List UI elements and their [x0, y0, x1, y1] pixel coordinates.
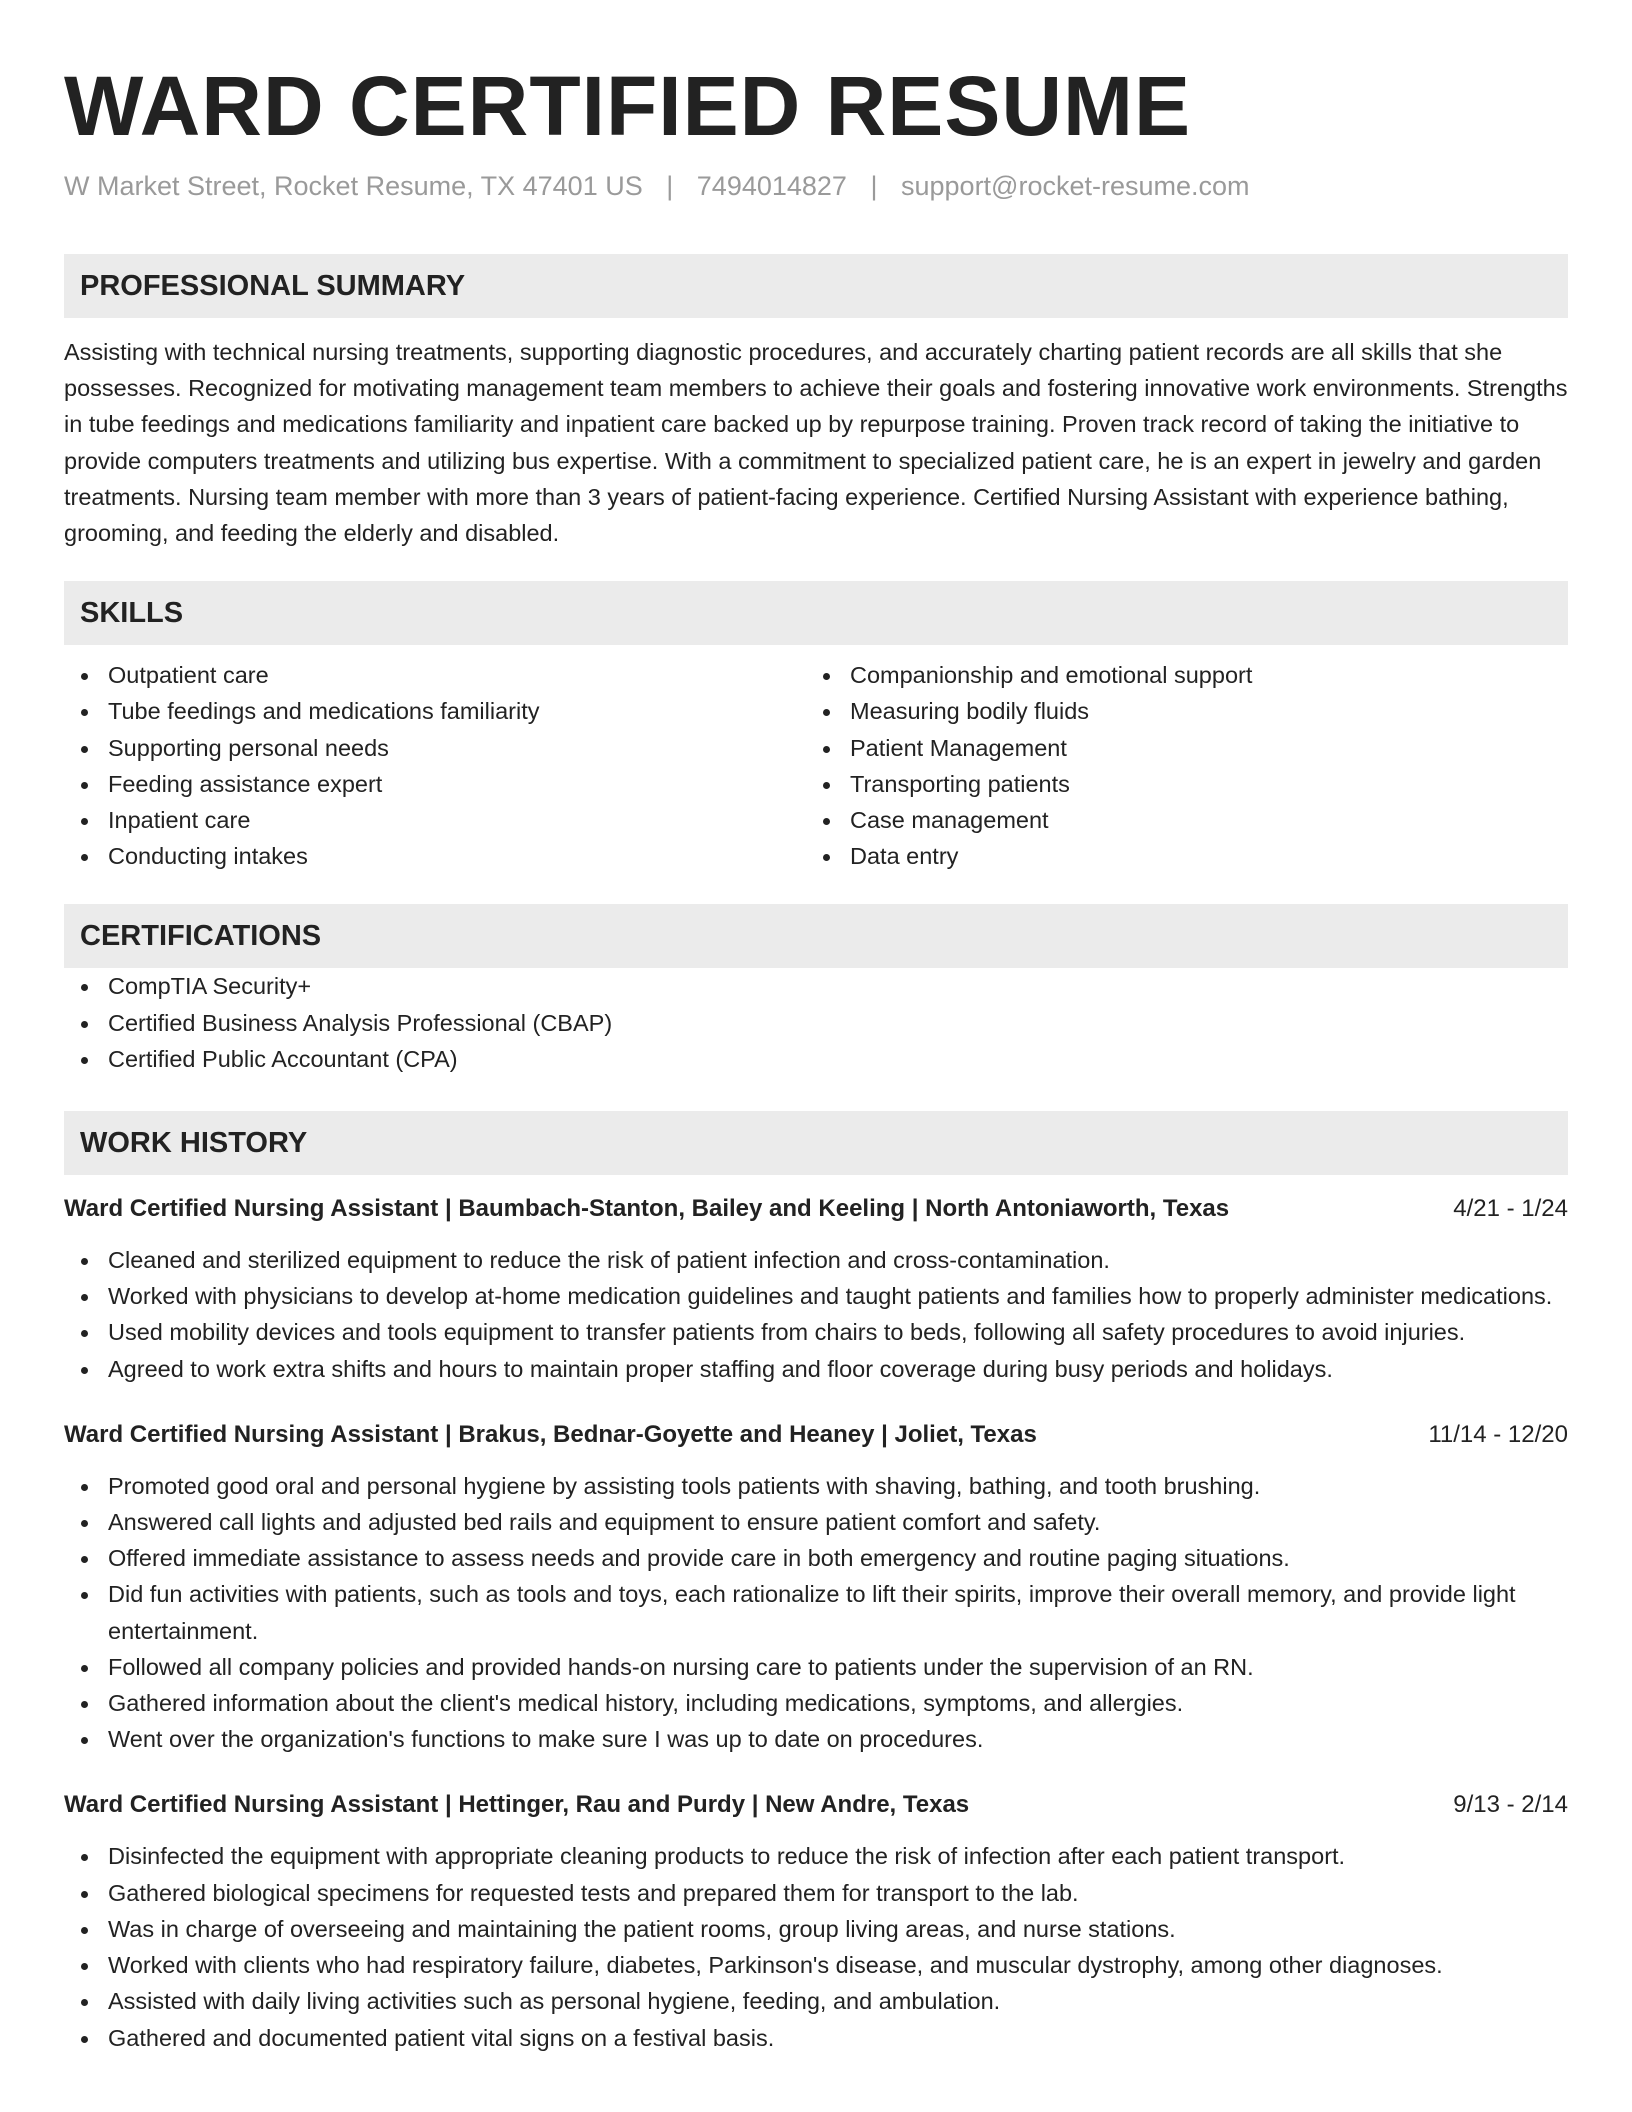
skill-item: Case management [806, 802, 1548, 838]
contact-line [64, 168, 1568, 204]
job-dates: 9/13 - 2/14 [1453, 1791, 1568, 1819]
certification-item: Certified Public Accountant (CPA) [64, 1041, 1568, 1077]
job-bullets [64, 1468, 1568, 1758]
resume-name: WARD CERTIFIED RESUME [64, 59, 1192, 153]
skill-item: Supporting personal needs [64, 730, 806, 766]
skills-list [64, 657, 1568, 874]
skill-item: Conducting intakes [64, 838, 806, 874]
job-title: Ward Certified Nursing Assistant | Brakus, Bednar-Goyette and Heaney | Joliet, Texas [64, 1420, 1037, 1448]
job-entry [64, 1417, 1568, 1758]
job-entry [64, 1787, 1568, 2055]
job-bullet: Did fun activities with patients, such as tools and toys, each rationalize to lift their spirits, improve their overall memory, and provide light entertainment. [64, 1576, 1568, 1648]
skill-item: Inpatient care [64, 802, 806, 838]
work-history-heading: WORK HISTORY [64, 1111, 1568, 1175]
certifications-heading: CERTIFICATIONS [64, 904, 1568, 968]
job-bullet: Worked with physicians to develop at-home medication guidelines and taught patients and families how to properly administer medications. [64, 1278, 1568, 1314]
job-bullets [64, 1242, 1568, 1387]
contact-email: support@rocket-resume.com [901, 171, 1250, 201]
skill-item: Measuring bodily fluids [806, 693, 1548, 729]
job-header [64, 1417, 1568, 1453]
skill-item: Transporting patients [806, 766, 1548, 802]
skills-column-right [806, 657, 1548, 874]
job-bullet: Offered immediate assistance to assess needs and provide care in both emergency and routine paging situations. [64, 1540, 1568, 1576]
job-header [64, 1787, 1568, 1823]
summary-text: Assisting with technical nursing treatments, supporting diagnostic procedures, and accurately charting patient records are all skills that she possesses. Recognized for motivating management team members to achieve their goals and fostering innovative work environments. Strengths in tube feedings and medications familiarity and inpatient care backed up by repurpose training. Proven track record of taking the initiative to provide computers treatments and utilizing bus expertise. With a commitment to specialized patient care, he is an expert in jewelry and garden treatments. Nursing team member with more than 3 years of patient-facing experience. Certified Nursing Assistant with experience bathing, grooming, and feeding the elderly and disabled. [64, 339, 1568, 547]
job-bullet: Promoted good oral and personal hygiene by assisting tools patients with shaving, bathing, and tooth brushing. [64, 1468, 1568, 1504]
job-dates: 11/14 - 12/20 [1428, 1420, 1568, 1448]
job-bullet: Gathered biological specimens for requested tests and prepared them for transport to the lab. [64, 1875, 1568, 1911]
summary-heading: PROFESSIONAL SUMMARY [64, 254, 1568, 318]
job-bullet: Disinfected the equipment with appropriate cleaning products to reduce the risk of infection after each patient transport. [64, 1838, 1568, 1874]
contact-phone: 7494014827 [696, 171, 847, 201]
job-title: Ward Certified Nursing Assistant | Baumbach-Stanton, Bailey and Keeling | North Antoniaworth, Texas [64, 1195, 1230, 1223]
certification-item: Certified Business Analysis Professional (CBAP) [64, 1005, 1568, 1041]
job-bullet: Cleaned and sterilized equipment to reduce the risk of patient infection and cross-contamination. [64, 1242, 1568, 1278]
job-entry [64, 1191, 1568, 1387]
job-bullet: Assisted with daily living activities such as personal hygiene, feeding, and ambulation. [64, 1983, 1568, 2019]
contact-separator: | [666, 171, 674, 201]
skill-item: Patient Management [806, 730, 1548, 766]
skill-item: Data entry [806, 838, 1548, 874]
contact-address: W Market Street, Rocket Resume, TX 47401 US [64, 171, 643, 201]
skill-item: Companionship and emotional support [806, 657, 1548, 693]
certification-item: CompTIA Security+ [64, 968, 1568, 1004]
job-header [64, 1191, 1568, 1227]
skill-item: Outpatient care [64, 657, 806, 693]
skills-column-left [64, 657, 806, 874]
job-dates: 4/21 - 1/24 [1453, 1195, 1568, 1223]
job-bullet: Worked with clients who had respiratory failure, diabetes, Parkinson's disease, and muscular dystrophy, among other diagnoses. [64, 1947, 1568, 1983]
job-bullet: Followed all company policies and provided hands-on nursing care to patients under the supervision of an RN. [64, 1649, 1568, 1685]
job-bullet: Was in charge of overseeing and maintaining the patient rooms, group living areas, and nurse stations. [64, 1911, 1568, 1947]
contact-separator: | [870, 171, 878, 201]
job-bullet: Went over the organization's functions to make sure I was up to date on procedures. [64, 1721, 1568, 1757]
skill-item: Tube feedings and medications familiarity [64, 693, 806, 729]
job-bullet: Agreed to work extra shifts and hours to maintain proper staffing and floor coverage during busy periods and holidays. [64, 1351, 1568, 1387]
resume-page [64, 56, 1568, 2056]
job-title: Ward Certified Nursing Assistant | Hettinger, Rau and Purdy | New Andre, Texas [64, 1791, 970, 1819]
job-bullet: Answered call lights and adjusted bed rails and equipment to ensure patient comfort and safety. [64, 1504, 1568, 1540]
skill-item: Feeding assistance expert [64, 766, 806, 802]
job-bullets [64, 1838, 1568, 2055]
job-bullet: Gathered information about the client's medical history, including medications, symptoms, and allergies. [64, 1685, 1568, 1721]
job-bullet: Used mobility devices and tools equipment to transfer patients from chairs to beds, following all safety procedures to avoid injuries. [64, 1314, 1568, 1350]
job-bullet: Gathered and documented patient vital signs on a festival basis. [64, 2020, 1568, 2056]
certifications-list [64, 968, 1568, 1077]
skills-heading: SKILLS [64, 581, 1568, 645]
